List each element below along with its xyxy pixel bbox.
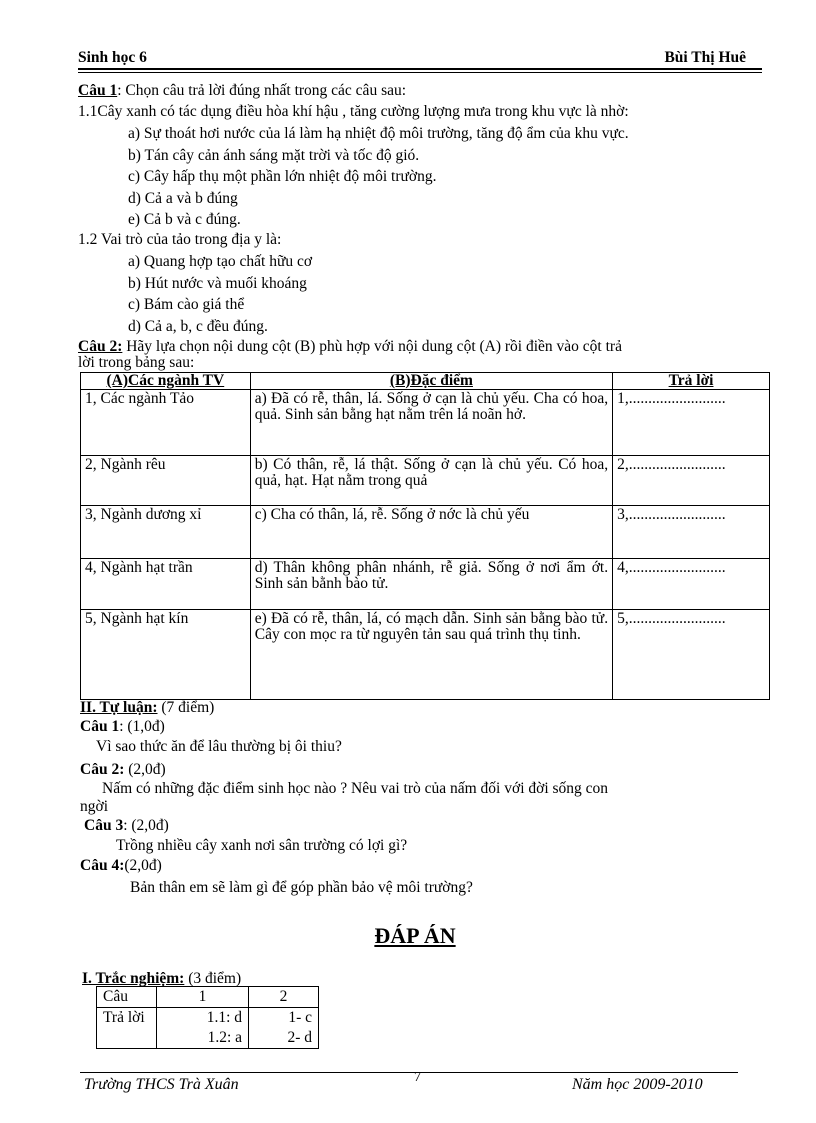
essay-q4-score: (2,0đ) bbox=[124, 857, 162, 874]
answer-cell: 1.2: a bbox=[157, 1028, 249, 1049]
answer-cell: 2- d bbox=[249, 1028, 319, 1049]
answer-row bbox=[97, 1008, 319, 1029]
cau2-prompt-1: Hãy lựa chọn nội dung cột (B) phù hợp với nội dung cột (A) rồi điền vào cột trả bbox=[122, 338, 622, 355]
answer-header-2: 2 bbox=[249, 987, 319, 1008]
cau2-label: Câu 2: bbox=[78, 338, 123, 355]
essay-q2-text-cont: ngời bbox=[80, 798, 109, 815]
tuluan-heading bbox=[80, 699, 214, 717]
q11-option: c) Cây hấp thụ một phần lớn nhiệt độ môi trường. bbox=[128, 168, 437, 185]
table-row bbox=[81, 506, 770, 559]
header-rule-thin bbox=[78, 72, 762, 73]
header-subject: Sinh học 6 bbox=[78, 49, 147, 66]
essay-q4-label: Câu 4: bbox=[80, 857, 125, 874]
matching-table bbox=[80, 372, 770, 700]
cell-answer-blank[interactable]: 1,......................... bbox=[613, 390, 770, 456]
table-row bbox=[81, 390, 770, 456]
header-author: Bùi Thị Huê bbox=[664, 49, 746, 66]
cau1-heading bbox=[78, 82, 406, 100]
answer-section-points: (3 điểm) bbox=[184, 970, 242, 987]
cell-answer-blank[interactable]: 3,......................... bbox=[613, 506, 770, 559]
essay-q2-text: Nấm có những đặc điểm sinh học nào ? Nêu vai trò của nấm đối với đời sống con bbox=[102, 780, 609, 797]
footer-school: Trường THCS Trà Xuân bbox=[84, 1076, 239, 1093]
table-row bbox=[81, 456, 770, 506]
q11-option: b) Tán cây cản ánh sáng mặt trời và tốc độ gió. bbox=[128, 146, 420, 164]
essay-q3-score: : (2,0đ) bbox=[123, 817, 169, 834]
q11-option: a) Sự thoát hơi nước của lá làm hạ nhiệt độ môi trường, tăng độ ẩm của khu vực. bbox=[128, 125, 629, 142]
cell-feature: b) Có thân, rễ, lá thật. Sống ở cạn là chủ yếu. Có hoa, quả, hạt. Hạt nằm trong quả bbox=[250, 456, 612, 506]
cell-answer-blank[interactable]: 4,......................... bbox=[613, 559, 770, 610]
answer-header-row bbox=[97, 987, 319, 1008]
col-header-answer: Trả lời bbox=[613, 373, 770, 390]
essay-q4-heading bbox=[80, 857, 162, 875]
cell-answer-blank[interactable]: 2,......................... bbox=[613, 456, 770, 506]
q11-option: d) Cả a và b đúng bbox=[128, 189, 238, 207]
cell-group: 2, Ngành rêu bbox=[81, 456, 251, 506]
table-header-row bbox=[81, 373, 770, 390]
cell-group: 4, Ngành hạt trần bbox=[81, 559, 251, 610]
footer-rule bbox=[80, 1072, 738, 1073]
cell-feature: a) Đã có rễ, thân, lá. Sống ở cạn là chủ yếu. Cha có hoa, quả. Sinh sản bằng hạt nằm trên lá noãn hở. bbox=[250, 390, 612, 456]
essay-q1-text: Vì sao thức ăn để lâu thường bị ôi thiu? bbox=[96, 738, 342, 755]
table-row bbox=[81, 559, 770, 610]
answer-section-title: I. Trắc nghiệm: bbox=[82, 970, 185, 987]
essay-q3-label: Câu 3 bbox=[84, 817, 124, 834]
cell-feature: c) Cha có thân, lá, rễ. Sống ở nớc là chủ yếu bbox=[250, 506, 612, 559]
cell-group: 5, Ngành hạt kín bbox=[81, 610, 251, 700]
essay-q4-text: Bản thân em sẽ làm gì để góp phần bảo vệ môi trường? bbox=[130, 879, 473, 896]
essay-q3-text: Trồng nhiều cây xanh nơi sân trường có lợi gì? bbox=[116, 837, 408, 854]
cell-feature: d) Thân không phân nhánh, rễ giả. Sống ở nơi ẩm ớt. Sinh sản bằnh bào tử. bbox=[250, 559, 612, 610]
q12-option: d) Cả a, b, c đều đúng. bbox=[128, 317, 268, 335]
cell-answer-blank[interactable]: 5,......................... bbox=[613, 610, 770, 700]
answer-row-label: Trả lời bbox=[97, 1008, 157, 1049]
header-rule bbox=[78, 68, 762, 70]
cau1-prompt: : Chọn câu trả lời đúng nhất trong các câu sau: bbox=[117, 82, 407, 99]
cell-feature: e) Đã có rễ, thân, lá, có mạch dẫn. Sinh sản bằng bào tử. Cây con mọc ra từ nguyên tản sau quá trình thụ tinh. bbox=[250, 610, 612, 700]
essay-q1-score: : (1,0đ) bbox=[119, 718, 165, 735]
q11-options bbox=[128, 123, 629, 231]
answer-key-title: ĐÁP ÁN bbox=[374, 923, 456, 948]
answer-table bbox=[96, 986, 319, 1049]
cell-group: 1, Các ngành Tảo bbox=[81, 390, 251, 456]
essay-q1-label: Câu 1 bbox=[80, 718, 120, 735]
essay-q3-heading bbox=[84, 817, 169, 835]
page-number: 7 bbox=[414, 1070, 421, 1085]
cau2-prompt-2: lời trong bảng sau: bbox=[78, 354, 195, 371]
answer-header-cau: Câu bbox=[97, 987, 157, 1008]
essay-q2-score: (2,0đ) bbox=[124, 761, 166, 778]
q11-stem: 1.1Cây xanh có tác dụng điều hòa khí hậu , tăng cường lượng mưa trong khu vực là nhờ: bbox=[78, 103, 629, 120]
q11-option: e) Cả b và c đúng. bbox=[128, 211, 241, 228]
essay-q1-heading bbox=[80, 718, 165, 736]
tuluan-points: (7 điểm) bbox=[157, 699, 215, 716]
footer-school-year: Năm học 2009-2010 bbox=[572, 1076, 703, 1093]
answer-header-1: 1 bbox=[157, 987, 249, 1008]
answer-cell: 1- c bbox=[249, 1008, 319, 1029]
q12-option: a) Quang hợp tạo chất hữu cơ bbox=[128, 253, 313, 270]
cell-group: 3, Ngành dương xỉ bbox=[81, 506, 251, 559]
cau1-label: Câu 1 bbox=[78, 82, 118, 99]
essay-q2-heading bbox=[80, 761, 166, 779]
essay-q2-label: Câu 2: bbox=[80, 761, 125, 778]
answer-cell: 1.1: d bbox=[157, 1008, 249, 1029]
tuluan-title: II. Tự luận: bbox=[80, 699, 158, 716]
q12-option: b) Hút nước và muối khoáng bbox=[128, 274, 307, 292]
col-header-b: (B)Đặc điểm bbox=[250, 373, 612, 390]
col-header-a: (A)Các ngành TV bbox=[81, 373, 251, 390]
table-row bbox=[81, 610, 770, 700]
cau2-heading bbox=[78, 339, 622, 371]
q12-options bbox=[128, 251, 312, 337]
q12-stem: 1.2 Vai trò của tảo trong địa y là: bbox=[78, 231, 282, 248]
q12-option: c) Bám cào giá thể bbox=[128, 296, 245, 313]
